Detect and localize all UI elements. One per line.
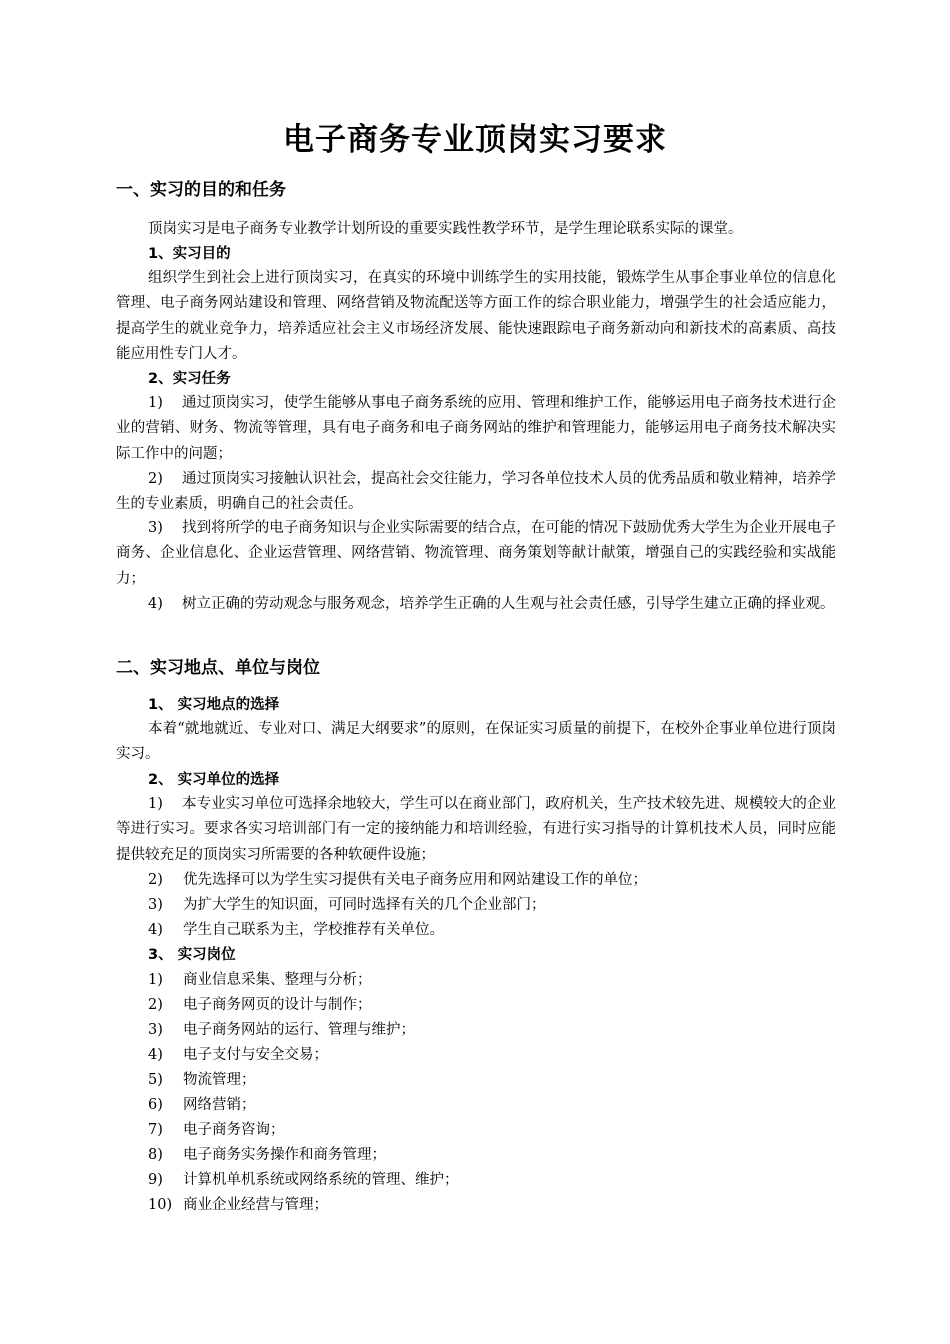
- position-item: [148, 1169, 836, 1191]
- document-title: 电子商务专业顶岗实习要求: [283, 122, 667, 158]
- section-heading-2: 二、实习地点、单位与岗位: [116, 658, 320, 678]
- item-text: 为扩大学生的知识面，可同时选择有关的几个企业部门；: [183, 897, 546, 913]
- subheading-positions: 3、 实习岗位: [148, 947, 236, 963]
- position-item: [148, 1144, 836, 1166]
- task-item-4: [116, 592, 836, 617]
- location-paragraph: 本着“就地就近、专业对口、满足大纲要求”的原则，在保证实习质量的前提下，在校外企事业单位进行顶岗实习。: [116, 721, 836, 763]
- item-number: 6): [148, 1097, 163, 1113]
- item-number: 4): [148, 1047, 163, 1063]
- subheading-purpose: 1、实习目的: [148, 246, 231, 262]
- item-number: 1): [148, 796, 163, 812]
- item-text: 优先选择可以为学生实习提供有关电子商务应用和网站建设工作的单位；: [183, 872, 647, 888]
- item-text: 通过顶岗实习接触认识社会，提高社会交往能力，学习各单位技术人员的优秀品质和敬业精神，培养学生的专业素质，明确自己的社会责任。: [116, 471, 836, 513]
- item-number: 2): [148, 872, 163, 888]
- item-text: 通过顶岗实习，使学生能够从事电子商务系统的应用、管理和维护工作，能够运用电子商务技术进行企业的营销、财务、物流等管理，具有电子商务和电子商务网站的维护和管理能力，能够运用电子商务技术解决实际工作中的问题；: [116, 395, 836, 462]
- item-number: 1): [148, 395, 163, 411]
- item-text: 电子支付与安全交易；: [183, 1047, 328, 1063]
- item-number: 10): [148, 1197, 173, 1213]
- item-text: 找到将所学的电子商务知识与企业实际需要的结合点，在可能的情况下鼓励优秀大学生为企业开展电子商务、企业信息化、企业运营管理、网络营销、物流管理、商务策划等献计献策，增强自己的实践经验和实战能力；: [116, 520, 836, 587]
- item-text: 本专业实习单位可选择余地较大，学生可以在商业部门，政府机关，生产技术较先进、规模较大的企业等进行实习。要求各实习培训部门有一定的接纳能力和培训经验，有进行实习指导的计算机技术人员，同时应能提供较充足的顶岗实习所需要的各种软硬件设施；: [116, 796, 836, 863]
- item-number: 4): [148, 922, 163, 938]
- purpose-paragraph: 组织学生到社会上进行顶岗实习，在真实的环境中训练学生的实用技能，锻炼学生从事企事业单位的信息化管理、电子商务网站建设和管理、网络营销及物流配送等方面工作的综合职业能力，增强学生的社会适应能力，提高学生的就业竞争力，培养适应社会主义市场经济发展、能快速跟踪电子商务新动向和新技术的高素质、高技能应用性专门人才。: [116, 270, 836, 363]
- item-number: 2): [148, 471, 163, 487]
- position-item: [148, 969, 836, 991]
- unit-item-3: [148, 894, 836, 916]
- item-number: 8): [148, 1147, 163, 1163]
- item-text: 计算机单机系统或网络系统的管理、维护；: [183, 1172, 459, 1188]
- unit-item-4: [148, 919, 836, 941]
- item-text: 物流管理；: [183, 1072, 256, 1088]
- subheading-tasks: 2、实习任务: [148, 371, 231, 387]
- item-number: 3): [148, 1022, 163, 1038]
- position-item: [148, 994, 836, 1016]
- item-number: 9): [148, 1172, 163, 1188]
- position-item: [148, 1094, 836, 1116]
- position-item: [148, 1019, 836, 1041]
- item-number: 2): [148, 997, 163, 1013]
- subheading-location: 1、 实习地点的选择: [148, 697, 280, 713]
- task-item-2: [116, 467, 836, 518]
- item-number: 3): [148, 520, 163, 536]
- task-item-3: [116, 516, 836, 592]
- item-text: 电子商务咨询；: [183, 1122, 285, 1138]
- item-text: 电子商务实务操作和商务管理；: [183, 1147, 386, 1163]
- item-text: 商业信息采集、整理与分析；: [183, 972, 372, 988]
- position-item: [148, 1044, 836, 1066]
- position-item: [148, 1119, 836, 1141]
- item-text: 电子商务网页的设计与制作；: [183, 997, 372, 1013]
- item-number: 1): [148, 972, 163, 988]
- item-text: 商业企业经营与管理；: [183, 1197, 328, 1213]
- task-item-1: [116, 391, 836, 467]
- unit-item-2: [148, 869, 836, 891]
- item-text: 网络营销；: [183, 1097, 256, 1113]
- item-number: 4): [148, 596, 163, 612]
- item-text: 电子商务网站的运行、管理与维护；: [183, 1022, 415, 1038]
- position-item: [148, 1194, 836, 1216]
- section-1-intro: 顶岗实习是电子商务专业教学计划所设的重要实践性教学环节，是学生理论联系实际的课堂。: [148, 221, 743, 237]
- item-text: 树立正确的劳动观念与服务观念，培养学生正确的人生观与社会责任感，引导学生建立正确的择业观。: [182, 596, 835, 612]
- section-heading-1: 一、实习的目的和任务: [116, 180, 286, 200]
- position-item: [148, 1069, 836, 1091]
- subheading-unit: 2、 实习单位的选择: [148, 772, 280, 788]
- unit-item-1: [116, 792, 836, 868]
- item-number: 5): [148, 1072, 163, 1088]
- item-number: 3): [148, 897, 163, 913]
- item-text: 学生自己联系为主，学校推荐有关单位。: [183, 922, 444, 938]
- item-number: 7): [148, 1122, 163, 1138]
